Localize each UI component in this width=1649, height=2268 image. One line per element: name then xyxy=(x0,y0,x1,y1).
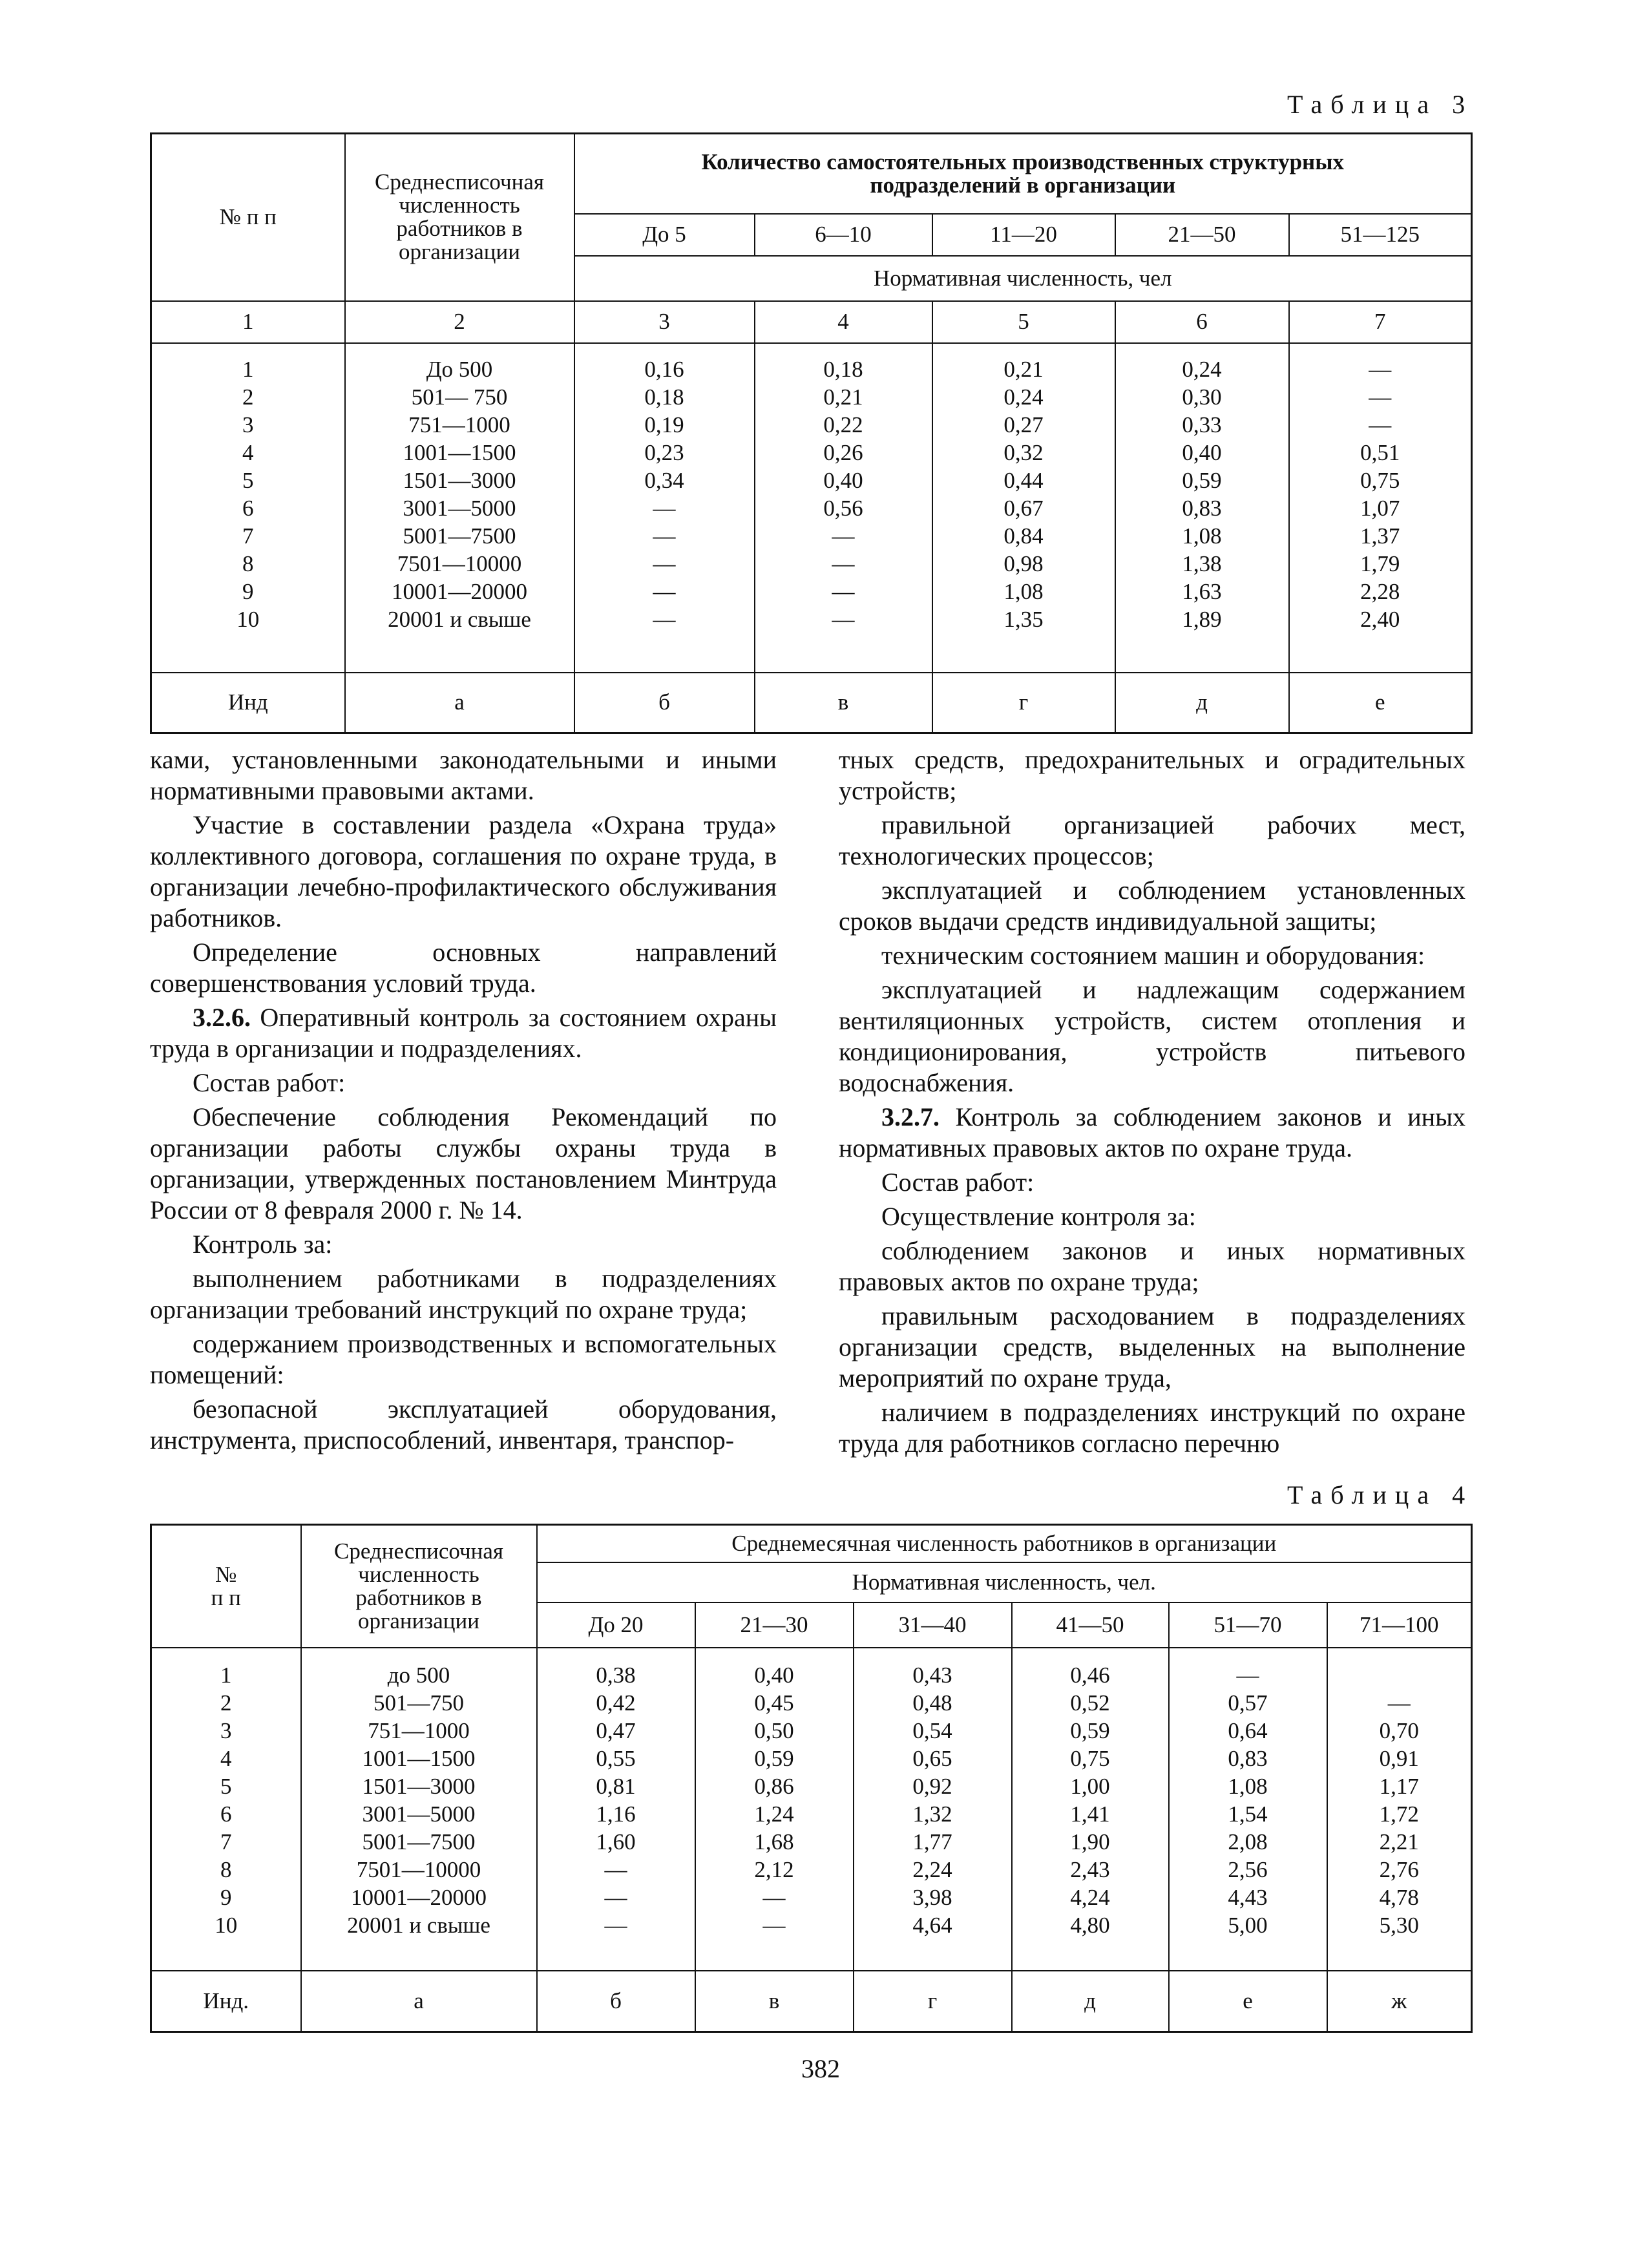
table-cell-value: 1,79 xyxy=(1360,551,1400,576)
section-number: 3.2.6. xyxy=(193,1003,251,1032)
table-cell-value: 9 xyxy=(220,1884,232,1910)
table-cell-value: 0,40 xyxy=(823,467,863,493)
table-cell-value xyxy=(1328,1661,1471,1689)
table-cell-value: 5 xyxy=(220,1773,232,1799)
table-cell-value: 3 xyxy=(220,1717,232,1743)
t4-col-3: 31—40 xyxy=(854,1602,1012,1648)
table-cell-value: — xyxy=(653,578,676,604)
t3-ind: д xyxy=(1115,673,1289,733)
t3-values-col-1 xyxy=(575,355,754,633)
table-cell-value: 0,55 xyxy=(596,1745,636,1771)
table-cell-value: 4,43 xyxy=(1228,1884,1268,1910)
t4-col-1: До 20 xyxy=(537,1602,695,1648)
table-cell-value: 501— 750 xyxy=(411,384,508,410)
table-cell-value: 20001 и свыше xyxy=(388,606,531,632)
table-cell-value: 0,67 xyxy=(1003,495,1044,521)
table-cell-value: 0,92 xyxy=(912,1773,952,1799)
table-cell-value: 1,54 xyxy=(1228,1801,1268,1827)
table4-caption: Таблица 4 xyxy=(1287,1480,1474,1509)
t3-ind: г xyxy=(932,673,1115,733)
section-title: Оперативный контроль за состоянием охраны труда в организации и подразделениях. xyxy=(150,1003,777,1063)
t3-index: 4 xyxy=(755,301,932,343)
t4-ind: в xyxy=(695,1971,854,2032)
table-cell-value: 0,75 xyxy=(1360,467,1400,493)
t4-ind: д xyxy=(1012,1971,1169,2032)
table-cell-value: 0,54 xyxy=(912,1717,952,1743)
t4-values-col-4 xyxy=(1013,1661,1168,1939)
paragraph: Контроль за: xyxy=(193,1230,333,1259)
paragraph: выполнением работниками в подразделениях организации требований инструкций по охране труда; xyxy=(150,1264,777,1324)
section-3-2-6 xyxy=(150,1002,777,1064)
table-cell-value: — xyxy=(1369,356,1392,382)
table-cell-value: 751—1000 xyxy=(408,412,510,437)
table-cell-value: 2,56 xyxy=(1228,1856,1268,1882)
t3-header-staff: Среднесписочная численность работников в организации xyxy=(345,134,574,301)
table-cell-value: 1,60 xyxy=(596,1829,636,1854)
table-cell-value: 0,24 xyxy=(1003,384,1044,410)
table-cell-value: 0,91 xyxy=(1379,1745,1419,1771)
table-cell-value: 2,40 xyxy=(1360,606,1400,632)
table-cell-value: 1,08 xyxy=(1003,578,1044,604)
table-cell-value: 4,80 xyxy=(1070,1912,1110,1938)
table-cell-value: 0,32 xyxy=(1003,439,1044,465)
table-cell-value: 0,26 xyxy=(823,439,863,465)
table-cell-value: 1,24 xyxy=(754,1801,794,1827)
table-cell-value: 4,24 xyxy=(1070,1884,1110,1910)
table-cell-value: 8 xyxy=(242,551,254,576)
t3-col-3: 11—20 xyxy=(932,214,1115,256)
section-3-2-7 xyxy=(839,1102,1465,1164)
t4-header-group: Среднемесячная численность работников в организации xyxy=(537,1525,1472,1562)
paragraph: Участие в составлении раздела «Охрана труда» коллективного договора, соглашения по охране труда, в организации лечебно-профилактического обслуживания работников. xyxy=(150,810,777,932)
table-cell-value: 0,59 xyxy=(1182,467,1222,493)
table-cell-value: 1,89 xyxy=(1182,606,1222,632)
table-cell-value: 0,83 xyxy=(1182,495,1222,521)
table-cell-value: 7501—10000 xyxy=(356,1856,481,1882)
table-cell-value: 1,07 xyxy=(1360,495,1400,521)
t3-index: 1 xyxy=(151,301,345,343)
table-cell-value: 0,46 xyxy=(1070,1662,1110,1688)
paragraph: Осуществление контроля за: xyxy=(881,1202,1196,1231)
table-cell-value: 0,33 xyxy=(1182,412,1222,437)
table3 xyxy=(150,132,1473,734)
t3-values-col-4 xyxy=(1116,355,1288,633)
table-cell-value: 0,18 xyxy=(823,356,863,382)
table-cell-value: 1,17 xyxy=(1379,1773,1419,1799)
t4-values-col-3 xyxy=(854,1661,1011,1939)
table-cell-value: 1,32 xyxy=(912,1801,952,1827)
paragraph: техническим состоянием машин и оборудования: xyxy=(881,941,1425,970)
table-cell-value: 0,51 xyxy=(1360,439,1400,465)
table-cell-value: — xyxy=(832,551,855,576)
table-cell-value: — xyxy=(604,1912,627,1938)
t4-ind: б xyxy=(537,1971,695,2032)
table-cell-value: 0,24 xyxy=(1182,356,1222,382)
t3-header-num: № п п xyxy=(151,134,345,301)
table-cell-value: 1,63 xyxy=(1182,578,1222,604)
table-cell-value: 0,57 xyxy=(1228,1690,1268,1716)
table-cell-value: 0,83 xyxy=(1228,1745,1268,1771)
t4-col-4: 41—50 xyxy=(1012,1602,1169,1648)
paragraph: правильной организацией рабочих мест, технологических процессов; xyxy=(839,810,1465,870)
table-cell-value: 7 xyxy=(242,523,254,549)
t3-values-col-3 xyxy=(933,355,1115,633)
table-cell-value: 5001—7500 xyxy=(403,523,516,549)
table-cell-value: — xyxy=(832,606,855,632)
t4-ind-label: Инд. xyxy=(151,1971,301,2032)
table-cell-value: 0,59 xyxy=(1070,1717,1110,1743)
table-cell-value: 1,41 xyxy=(1070,1801,1110,1827)
table-cell-value: 10001—20000 xyxy=(392,578,527,604)
paragraph: ками, установленными законодательными и иными нормативными правовыми актами. xyxy=(150,745,777,805)
t4-ind: е xyxy=(1169,1971,1327,2032)
paragraph: Состав работ: xyxy=(193,1068,346,1097)
t3-index: 3 xyxy=(574,301,755,343)
table-cell-value: — xyxy=(604,1856,627,1882)
table-cell-value: — xyxy=(1369,384,1392,410)
table-cell-value: 0,45 xyxy=(754,1690,794,1716)
table-cell-value: 0,59 xyxy=(754,1745,794,1771)
paragraph: безопасной эксплуатацией оборудования, инструмента, приспособлений, инвентаря, транспор- xyxy=(150,1394,777,1454)
table-cell-value: — xyxy=(1387,1690,1411,1716)
table-cell-value: 1001—1500 xyxy=(403,439,516,465)
table-cell-value: 0,70 xyxy=(1379,1717,1419,1743)
table-cell-value: — xyxy=(653,606,676,632)
paragraph: наличием в подразделениях инструкций по охране труда для работников согласно перечню xyxy=(839,1398,1465,1458)
table-cell-value: 4,64 xyxy=(912,1912,952,1938)
t3-header-group: Количество самостоятельных производственных структурных подразделений в организации xyxy=(574,134,1472,214)
t3-col-5: 51—125 xyxy=(1289,214,1472,256)
table-cell-value: — xyxy=(653,523,676,549)
paragraph: Обеспечение соблюдения Рекомендаций по организации работы службы охраны труда в организации, утвержденных постановлением Минтруда России от 8 февраля 2000 г. № 14. xyxy=(150,1102,777,1224)
table-cell-value: — xyxy=(604,1884,627,1910)
table-cell-value: 1,38 xyxy=(1182,551,1222,576)
table-cell-value: 5,30 xyxy=(1379,1912,1419,1938)
t3-staff-column xyxy=(346,355,574,633)
table-cell-value: 1,90 xyxy=(1070,1829,1110,1854)
table-cell-value: 0,84 xyxy=(1003,523,1044,549)
t3-ind: а xyxy=(345,673,574,733)
table-cell-value: 0,34 xyxy=(644,467,684,493)
table-cell-value: 3 xyxy=(242,412,254,437)
table-cell-value: 501—750 xyxy=(373,1690,464,1716)
t4-ind: а xyxy=(301,1971,537,2032)
table-cell-value: 2,12 xyxy=(754,1856,794,1882)
table-cell-value: 20001 и свыше xyxy=(347,1912,490,1938)
table-cell-value: 0,43 xyxy=(912,1662,952,1688)
table-cell-value: 7 xyxy=(220,1829,232,1854)
t4-header-sub: Нормативная численность, чел. xyxy=(537,1562,1472,1602)
table-cell-value: 0,23 xyxy=(644,439,684,465)
table-cell-value: — xyxy=(832,523,855,549)
t3-index: 7 xyxy=(1289,301,1472,343)
table-cell-value: 2,08 xyxy=(1228,1829,1268,1854)
t3-values-col-5 xyxy=(1290,355,1471,633)
table-cell-value: до 500 xyxy=(387,1662,450,1688)
t4-col-5: 51—70 xyxy=(1169,1602,1327,1648)
table-cell-value: 1501—3000 xyxy=(362,1773,476,1799)
table-cell-value: 2,28 xyxy=(1360,578,1400,604)
table-cell-value: 2 xyxy=(242,384,254,410)
paragraph: Определение основных направлений совершенствования условий труда. xyxy=(150,938,777,998)
table-cell-value: 1,37 xyxy=(1360,523,1400,549)
table-cell-value: 0,98 xyxy=(1003,551,1044,576)
table-cell-value: 1,08 xyxy=(1182,523,1222,549)
table-cell-value: 0,42 xyxy=(596,1690,636,1716)
table-cell-value: 0,75 xyxy=(1070,1745,1110,1771)
t4-col-6: 71—100 xyxy=(1327,1602,1472,1648)
section-title: Контроль за соблюдением законов и иных нормативных правовых актов по охране труда. xyxy=(839,1102,1465,1162)
table-cell-value: 0,22 xyxy=(823,412,863,437)
table-cell-value: 0,65 xyxy=(912,1745,952,1771)
t3-ind: б xyxy=(574,673,755,733)
t3-col-2: 6—10 xyxy=(755,214,932,256)
t4-values-col-1 xyxy=(538,1661,695,1939)
table-cell-value: 1,08 xyxy=(1228,1773,1268,1799)
table-cell-value: 4,78 xyxy=(1379,1884,1419,1910)
table-cell-value: 0,86 xyxy=(754,1773,794,1799)
table-cell-value: 1,68 xyxy=(754,1829,794,1854)
t4-col-2: 21—30 xyxy=(695,1602,854,1648)
table-cell-value: 0,56 xyxy=(823,495,863,521)
paragraph: правильным расходованием в подразделениях организации средств, выделенных на выполнение мероприятий по охране труда, xyxy=(839,1301,1465,1392)
table-cell-value: — xyxy=(762,1912,786,1938)
table-cell-value: 3001—5000 xyxy=(362,1801,476,1827)
table-cell-value: 5,00 xyxy=(1228,1912,1268,1938)
text-column-left xyxy=(150,744,777,1456)
table-cell-value: До 500 xyxy=(426,356,493,382)
table-cell-value: 0,47 xyxy=(596,1717,636,1743)
table-cell-value: 0,21 xyxy=(1003,356,1044,382)
t3-index: 6 xyxy=(1115,301,1289,343)
table4 xyxy=(150,1524,1473,2033)
t4-ind: г xyxy=(854,1971,1012,2032)
table-cell-value: — xyxy=(762,1884,786,1910)
table-cell-value: 1001—1500 xyxy=(362,1745,476,1771)
table-cell-value: 2 xyxy=(220,1690,232,1716)
table-cell-value: 0,52 xyxy=(1070,1690,1110,1716)
table-cell-value: 0,64 xyxy=(1228,1717,1268,1743)
table-cell-value: 1 xyxy=(220,1662,232,1688)
table-cell-value: 0,16 xyxy=(644,356,684,382)
table-cell-value: 3,98 xyxy=(912,1884,952,1910)
table-cell-value: — xyxy=(653,551,676,576)
table-cell-value: 0,19 xyxy=(644,412,684,437)
t3-ind: е xyxy=(1289,673,1472,733)
paragraph: Состав работ: xyxy=(881,1168,1035,1197)
table-cell-value: 0,50 xyxy=(754,1717,794,1743)
table-cell-value: 0,30 xyxy=(1182,384,1222,410)
t4-values-col-2 xyxy=(696,1661,853,1939)
table-cell-value: 1,72 xyxy=(1379,1801,1419,1827)
table-cell-value: 8 xyxy=(220,1856,232,1882)
table-cell-value: 5 xyxy=(242,467,254,493)
table-cell-value: 0,38 xyxy=(596,1662,636,1688)
table-cell-value: 10 xyxy=(236,606,260,632)
paragraph: содержанием производственных и вспомогательных помещений: xyxy=(150,1329,777,1389)
paragraph: тных средств, предохранительных и оградительных устройств; xyxy=(839,745,1465,805)
table-cell-value: 1501—3000 xyxy=(403,467,516,493)
table-cell-value: 6 xyxy=(220,1801,232,1827)
table-cell-value: 10001—20000 xyxy=(351,1884,487,1910)
table-cell-value: 0,40 xyxy=(1182,439,1222,465)
t4-staff-column xyxy=(302,1661,536,1939)
table-cell-value: 2,76 xyxy=(1379,1856,1419,1882)
table-cell-value: 9 xyxy=(242,578,254,604)
table-cell-value: 5001—7500 xyxy=(362,1829,476,1854)
table-cell-value: — xyxy=(1236,1662,1259,1688)
table-cell-value: 0,44 xyxy=(1003,467,1044,493)
page-number: 382 xyxy=(801,2054,840,2083)
table-cell-value: 0,21 xyxy=(823,384,863,410)
t3-header-sub: Нормативная численность, чел xyxy=(574,256,1472,301)
table-cell-value: 1,00 xyxy=(1070,1773,1110,1799)
table-cell-value: — xyxy=(1369,412,1392,437)
table-cell-value: 1,35 xyxy=(1003,606,1044,632)
t3-values-col-2 xyxy=(755,355,932,633)
table-cell-value: 4 xyxy=(242,439,254,465)
table-cell-value: 1 xyxy=(242,356,254,382)
table-cell-value: 7501—10000 xyxy=(397,551,522,576)
table-cell-value: 2,24 xyxy=(912,1856,952,1882)
table-cell-value: 751—1000 xyxy=(368,1717,470,1743)
table-cell-value: 0,48 xyxy=(912,1690,952,1716)
t3-index: 2 xyxy=(345,301,574,343)
table-cell-value: 1,77 xyxy=(912,1829,952,1854)
t3-index: 5 xyxy=(932,301,1115,343)
t3-num-column xyxy=(152,355,344,633)
table-cell-value: 10 xyxy=(215,1912,238,1938)
table-cell-value: 2,21 xyxy=(1379,1829,1419,1854)
table-cell-value: — xyxy=(653,495,676,521)
t3-ind-label: Инд xyxy=(151,673,345,733)
text-column-right xyxy=(839,744,1465,1459)
table3-caption: Таблица 3 xyxy=(1287,90,1474,119)
t4-header-num: № п п xyxy=(151,1525,301,1648)
table-cell-value: — xyxy=(832,578,855,604)
t4-values-col-5 xyxy=(1170,1661,1327,1939)
paragraph: эксплуатацией и соблюдением установленных сроков выдачи средств индивидуальной защиты; xyxy=(839,876,1465,936)
table-cell-value: 0,40 xyxy=(754,1662,794,1688)
table-cell-value: 6 xyxy=(242,495,254,521)
t4-values-col-6 xyxy=(1328,1661,1471,1939)
table-cell-value: 0,27 xyxy=(1003,412,1044,437)
section-number: 3.2.7. xyxy=(881,1102,940,1131)
table-cell-value: 0,18 xyxy=(644,384,684,410)
t3-col-4: 21—50 xyxy=(1115,214,1289,256)
paragraph: соблюдением законов и иных нормативных правовых актов по охране труда; xyxy=(839,1236,1465,1296)
table-cell-value: 4 xyxy=(220,1745,232,1771)
table-cell-value: 3001—5000 xyxy=(403,495,516,521)
t3-ind: в xyxy=(755,673,932,733)
t4-header-staff: Среднесписочная численность работников в организации xyxy=(301,1525,537,1648)
paragraph: эксплуатацией и надлежащим содержанием вентиляционных устройств, систем отопления и кондиционирования, устройств питьевого водоснабжения. xyxy=(839,975,1465,1097)
t3-col-1: До 5 xyxy=(574,214,755,256)
t4-ind: ж xyxy=(1327,1971,1472,2032)
table-cell-value: 0,81 xyxy=(596,1773,636,1799)
t4-num-column xyxy=(152,1661,300,1939)
table-cell-value: 1,16 xyxy=(596,1801,636,1827)
table-cell-value: 2,43 xyxy=(1070,1856,1110,1882)
